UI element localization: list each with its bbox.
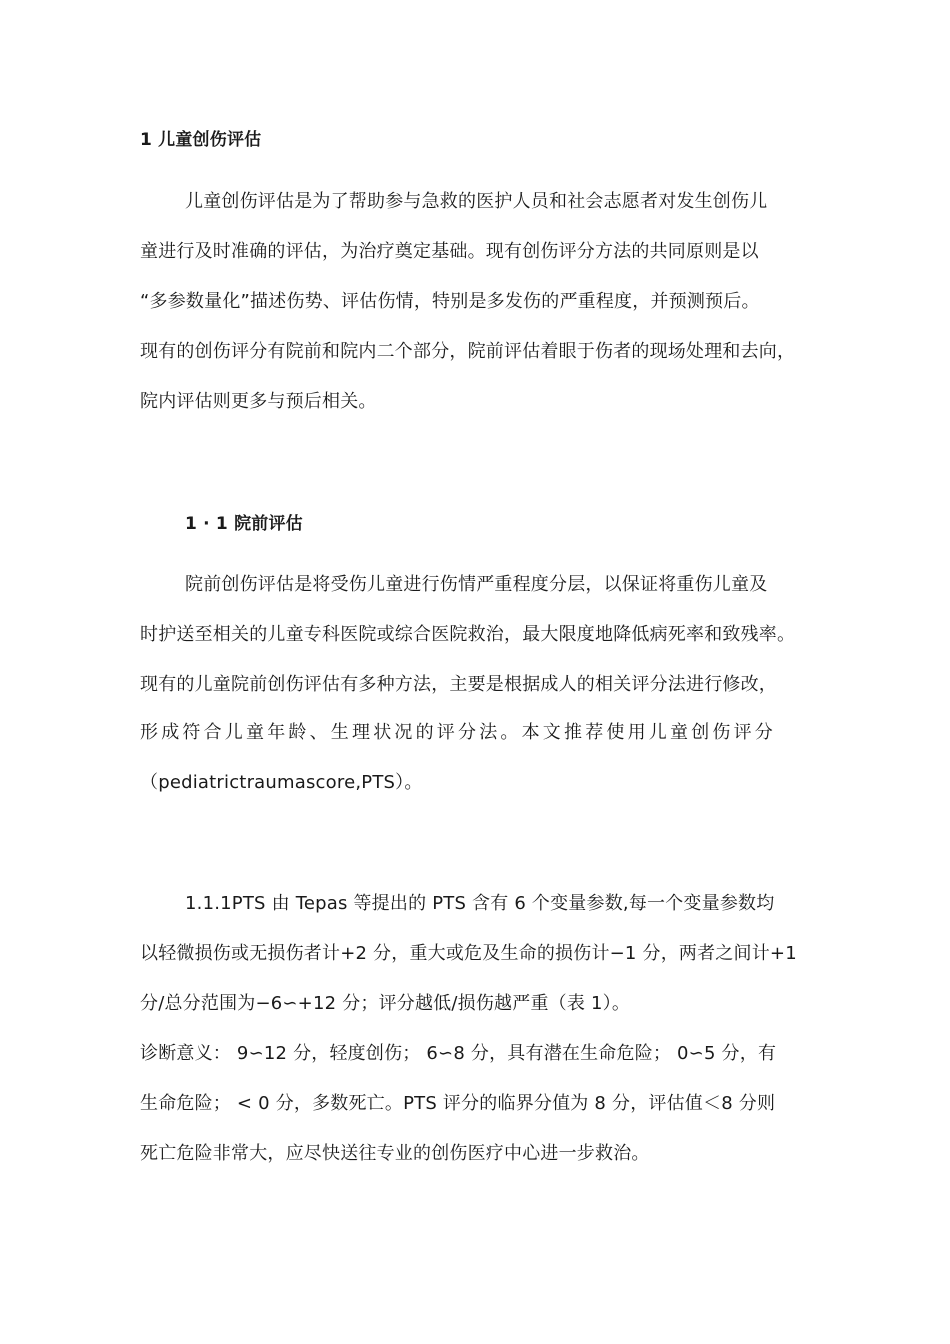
section-1-1-1-text-line: 诊断意义： 9∽12 分，轻度创伤； 6∽8 分，具有潜在生命危险； 0∽5 分，有 (140, 1043, 777, 1064)
section-1-1-1-text-line: 1.1.1PTS 由 Tepas 等提出的 PTS 含有 6 个变量参数,每一个变量参数均 (185, 893, 775, 914)
section-1-1-1-text-line: 分/总分范围为−6∽+12 分；评分越低/损伤越严重（表 1）。 (140, 993, 631, 1014)
section-1-text-line: 童进行及时准确的评估，为治疗奠定基础。现有创伤评分方法的共同原则是以 (140, 241, 759, 262)
section-1-1-1-text-line: 死亡危险非常大，应尽快送往专业的创伤医疗中心进一步救治。 (140, 1143, 650, 1164)
section-1-1-text-line: 时护送至相关的儿童专科医院或综合医院救治，最大限度地降低病死率和致残率。 (140, 624, 796, 645)
section-1-1-text-line: 院前创伤评估是将受伤儿童进行伤情严重程度分层，以保证将重伤儿童及 (185, 574, 768, 595)
section-1-text-line: 现有的创伤评分有院前和院内二个部分，院前评估着眼于伤者的现场处理和去向， (140, 341, 796, 362)
section-1-1-heading: 1 · 1 院前评估 (185, 514, 303, 534)
section-1-1-1-text-line: 以轻微损伤或无损伤者计+2 分，重大或危及生命的损伤计−1 分，两者之间计+1 (140, 943, 797, 964)
section-1-heading: 1 儿童创伤评估 (140, 130, 262, 150)
section-1-1-text-line: （pediatrictraumascore,PTS）。 (140, 772, 423, 793)
section-1-text-line: “多参数量化”描述伤势、评估伤情，特别是多发伤的严重程度，并预测预后。 (140, 291, 760, 312)
section-1-text-line: 院内评估则更多与预后相关。 (140, 391, 377, 412)
section-1-1-1-text-line: 生命危险； < 0 分，多数死亡。PTS 评分的临界分值为 8 分，评估值＜8 分则 (140, 1093, 776, 1114)
section-1-text-line: 儿童创伤评估是为了帮助参与急救的医护人员和社会志愿者对发生创伤儿 (185, 191, 768, 212)
section-1-1-text-line: 形成符合儿童年龄、生理状况的评分法。本文推荐使用儿童创伤评分 (140, 722, 776, 743)
section-1-1-text-line: 现有的儿童院前创伤评估有多种方法，主要是根据成人的相关评分法进行修改， (140, 674, 777, 695)
